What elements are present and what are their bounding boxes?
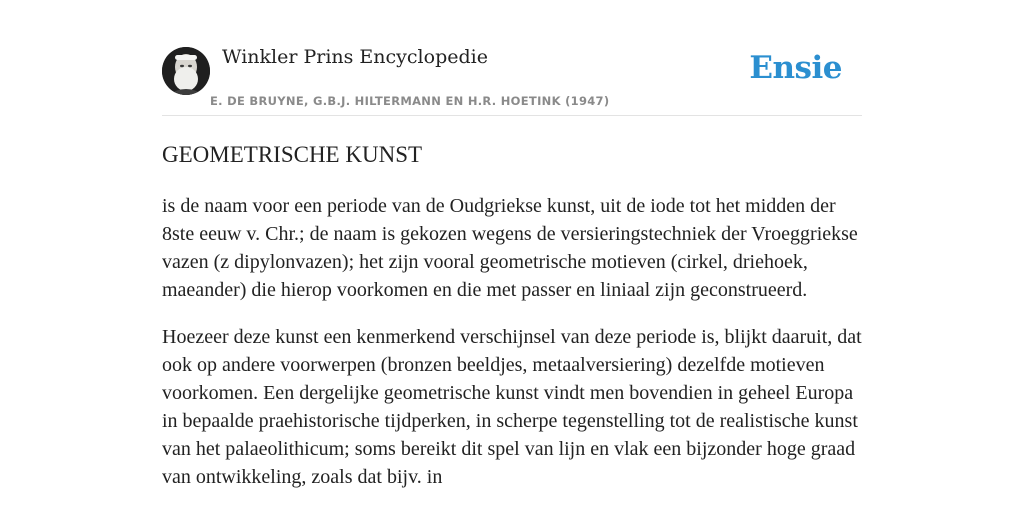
- article-paragraph-2: Hoezeer deze kunst een kenmerkend verschijnsel van deze periode is, blijkt daaruit, dat ook op andere voorwerpen (bronzen beeldjes, metaalversiering) dezelfde motieven voorkomen. Een dergelijke geometrische kunst vindt men bovendien in geheel Europa in bepaalde praehistorische tijdperken, in scherpe tegenstelling tot de realistische kunst van het palaeolithicum; soms bereikt dit spel van lijn en vlak een bijzonder hoge graad van ontwikkeling, zoals dat bijv. in: [162, 326, 862, 488]
- portrait-icon: [162, 47, 210, 95]
- article-paragraph-1: is de naam voor een periode van de Oudgriekse kunst, uit de iode tot het midden der 8ste eeuw v. Chr.; de naam is gekozen wegens de versieringstechniek der Vroeggriekse vazen (z dipylonvazen); het zijn vooral geometrische motieven (cirkel, driehoek, maeander) die hierop voorkomen en die met passer en liniaal zijn geconstrueerd.: [162, 195, 858, 301]
- article-body: [162, 192, 867, 510]
- ensie-logo[interactable]: Ensie: [749, 50, 842, 86]
- source-header: [162, 44, 862, 116]
- article-title: GEOMETRISCHE KUNST: [162, 142, 423, 167]
- source-title[interactable]: Winkler Prins Encyclopedie: [222, 46, 488, 68]
- author-avatar[interactable]: [162, 47, 210, 95]
- source-authors: E. DE BRUYNE, G.B.J. HILTERMANN EN H.R. HOETINK (1947): [210, 94, 610, 108]
